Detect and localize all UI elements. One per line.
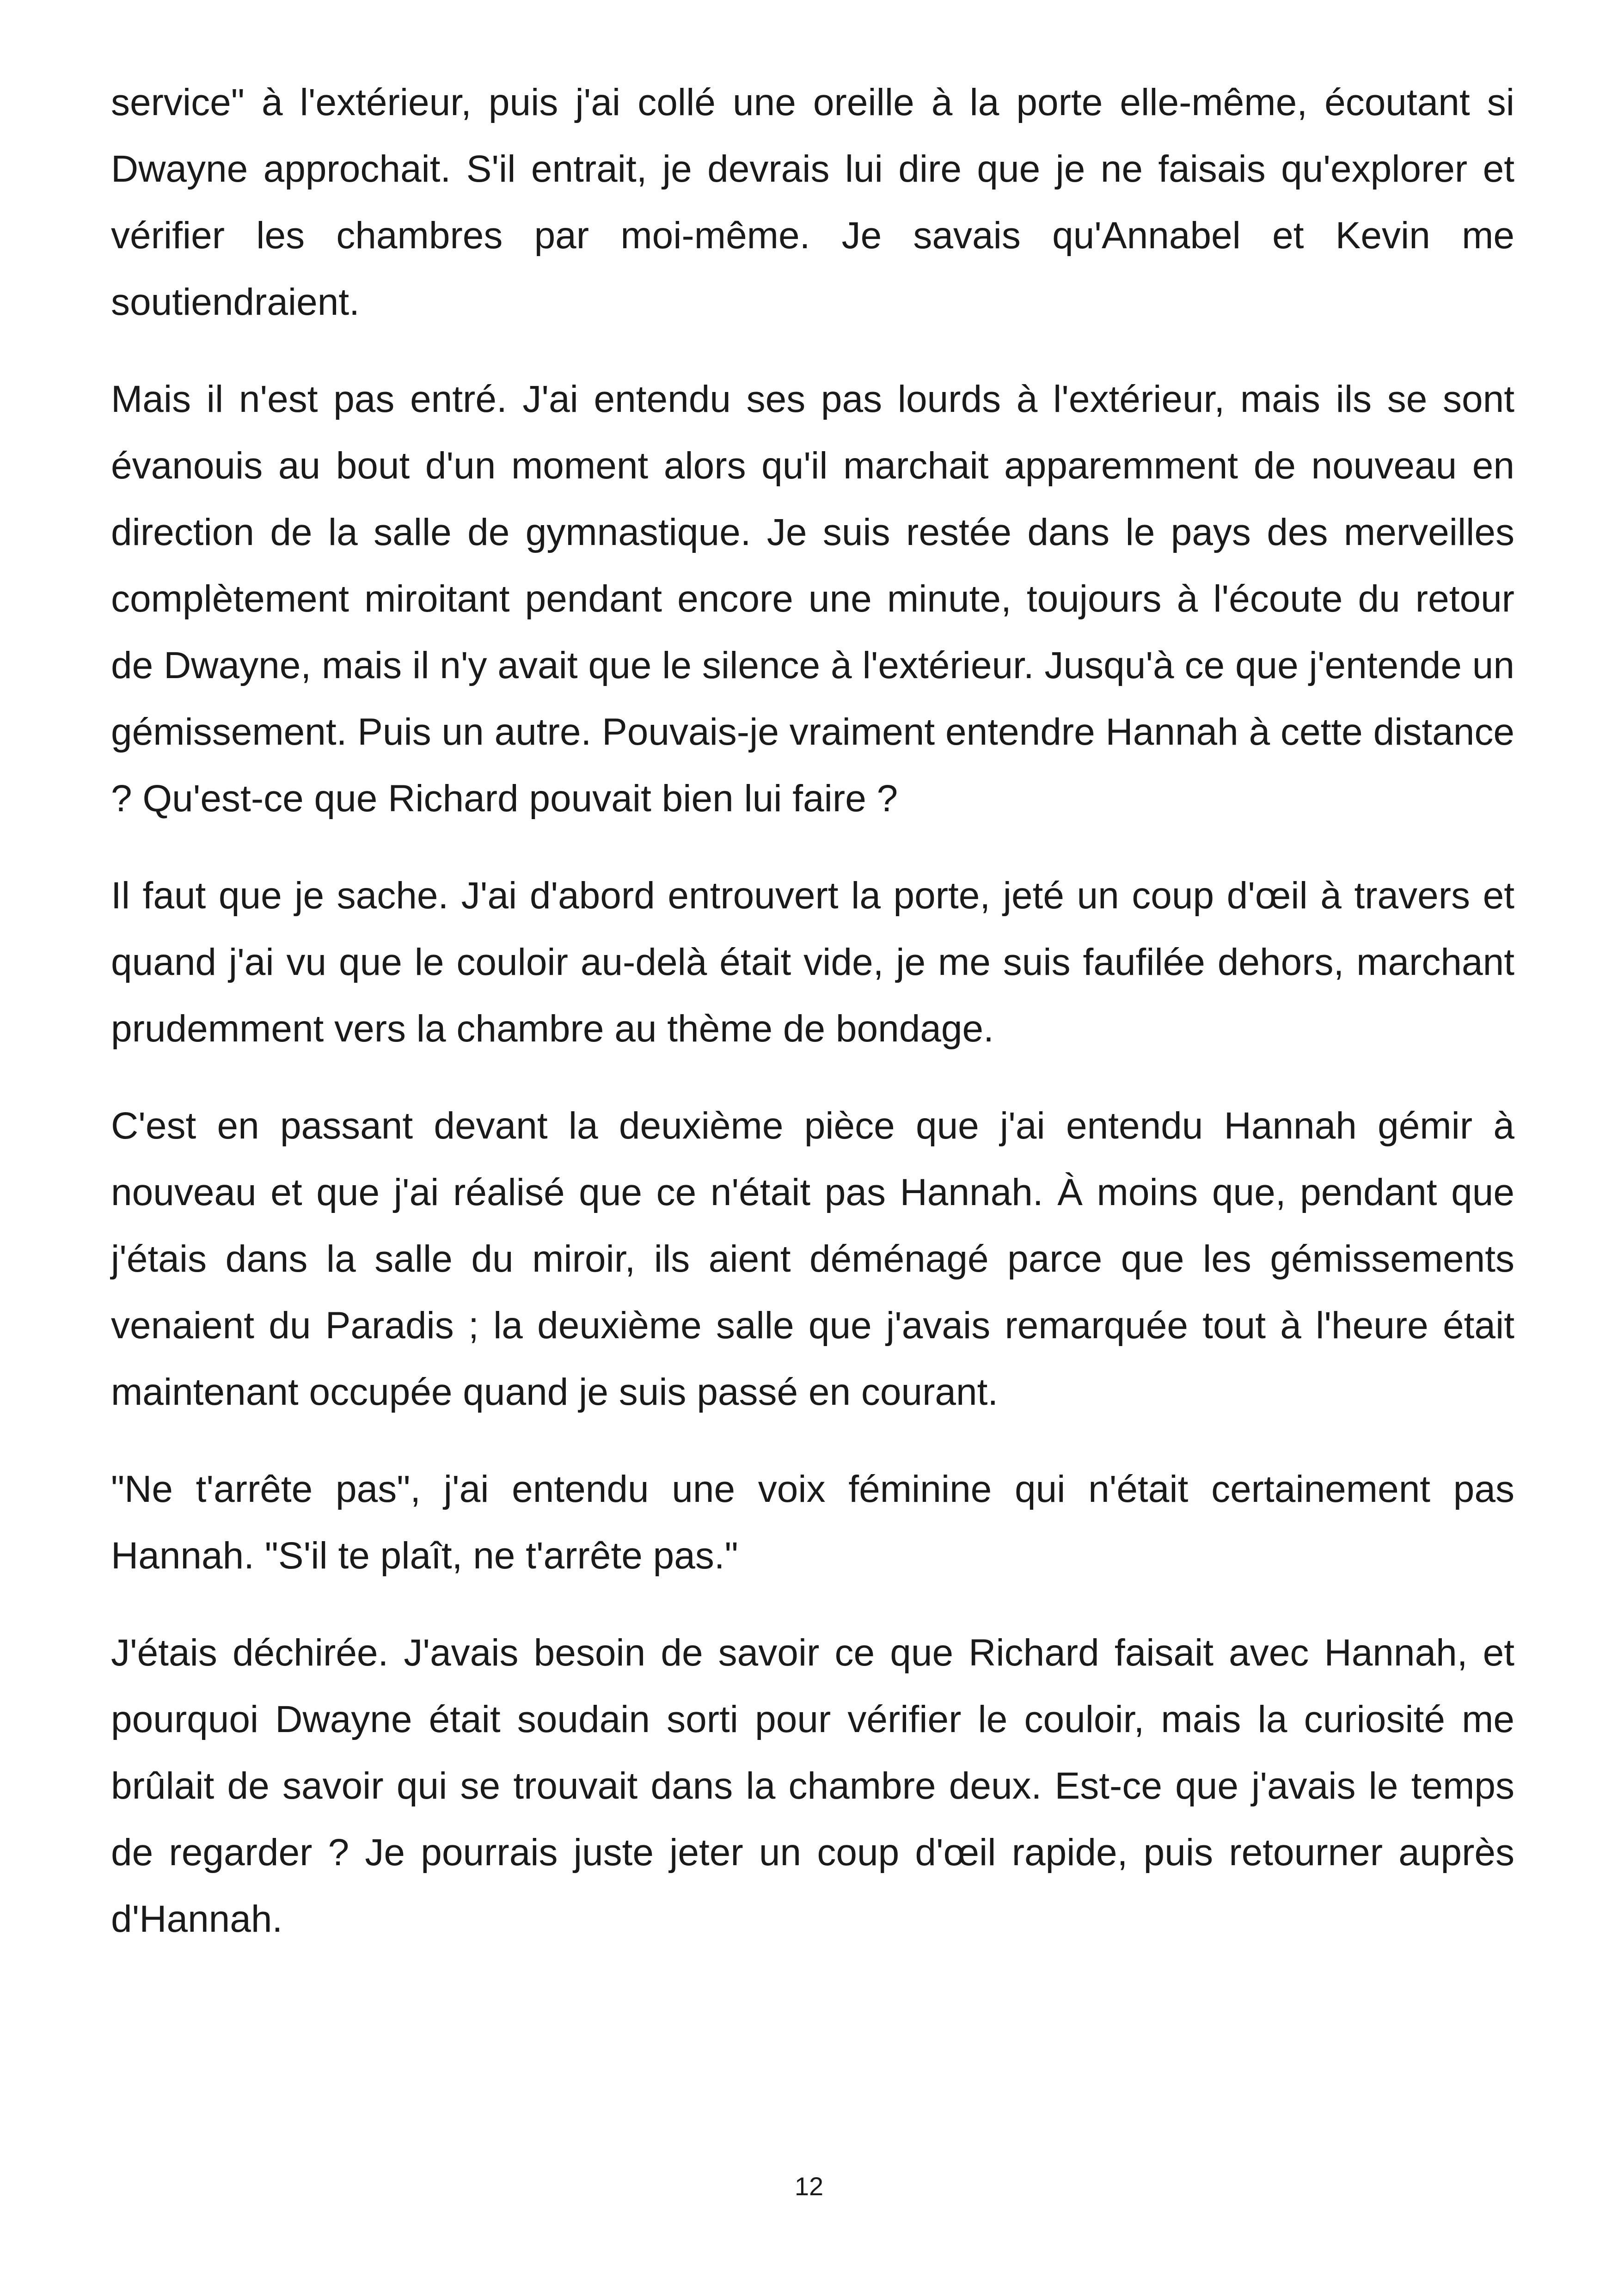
- paragraph-6: J'étais déchirée. J'avais besoin de savoir ce que Richard faisait avec Hannah, et pourquoi Dwayne était soudain sorti pour vérifier le couloir, mais la curiosité me brûlait de savoir qui se trouvait dans la chambre deux. Est-ce que j'avais le temps de regarder ? Je pourrais juste jeter un coup d'œil rapide, puis retourner auprès d'Hannah.: [111, 1632, 1514, 1940]
- paragraph-2: Mais il n'est pas entré. J'ai entendu ses pas lourds à l'extérieur, mais ils se sont évanouis au bout d'un moment alors qu'il marchait apparemment de nouveau en direction de la salle de gymnastique. Je suis restée dans le pays des merveilles complètement miroitant pendant encore une minute, toujours à l'écoute du retour de Dwayne, mais il n'y avait que le silence à l'extérieur. Jusqu'à ce que j'entende un gémissement. Puis un autre. Pouvais-je vraiment entendre Hannah à cette distance ? Qu'est-ce que Richard pouvait bien lui faire ?: [111, 378, 1514, 820]
- paragraph-3: Il faut que je sache. J'ai d'abord entrouvert la porte, jeté un coup d'œil à travers et quand j'ai vu que le couloir au-delà était vide, je me suis faufilée dehors, marchant prudemment vers la chambre au thème de bondage.: [111, 875, 1514, 1050]
- paragraph-4: C'est en passant devant la deuxième pièce que j'ai entendu Hannah gémir à nouveau et que j'ai réalisé que ce n'était pas Hannah. À moins que, pendant que j'étais dans la salle du miroir, ils aient déménagé parce que les gémissements venaient du Paradis ; la deuxième salle que j'avais remarquée tout à l'heure était maintenant occupée quand je suis passé en courant.: [111, 1105, 1514, 1413]
- page-number: 12: [794, 2172, 824, 2201]
- paragraph-5: "Ne t'arrête pas", j'ai entendu une voix féminine qui n'était certainement pas Hannah. "S'il te plaît, ne t'arrête pas.": [111, 1468, 1514, 1577]
- paragraph-1: service" à l'extérieur, puis j'ai collé une oreille à la porte elle-même, écoutant si Dwayne approchait. S'il entrait, je devrais lui dire que je ne faisais qu'explorer et vérifier les chambres par moi-même. Je savais qu'Annabel et Kevin me soutiendraient.: [111, 81, 1514, 323]
- body-text: [111, 69, 1514, 1983]
